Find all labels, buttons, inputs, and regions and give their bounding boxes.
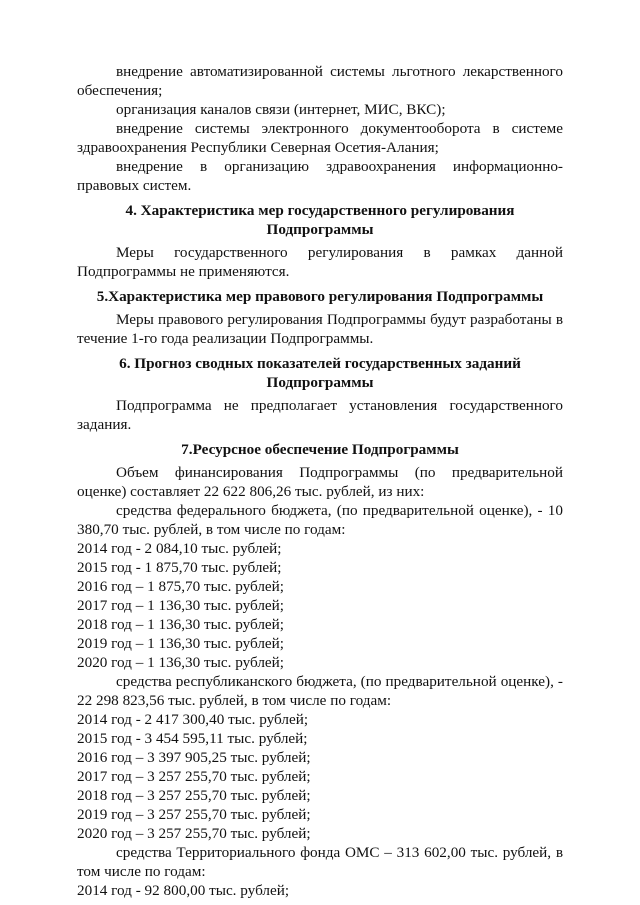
intro-paragraph-1: внедрение автоматизированной системы льготного лекарственного обеспечения; <box>77 63 563 99</box>
section-4-text: Меры государственного регулирования в рамках данной Подпрограммы не применяются. <box>77 244 563 280</box>
oms-year-line: 2014 год - 92 800,00 тыс. рублей; <box>77 882 290 899</box>
federal-year-line: 2015 год - 1 875,70 тыс. рублей; <box>77 559 282 576</box>
republic-year-line: 2017 год – 3 257 255,70 тыс. рублей; <box>77 768 311 785</box>
republic-year-line: 2018 год – 3 257 255,70 тыс. рублей; <box>77 787 311 804</box>
republic-years-list <box>77 710 563 843</box>
federal-year-line: 2019 год – 1 136,30 тыс. рублей; <box>77 635 285 652</box>
federal-year-line: 2016 год – 1 875,70 тыс. рублей; <box>77 578 285 595</box>
federal-year-line: 2020 год – 1 136,30 тыс. рублей; <box>77 654 285 671</box>
federal-years-list <box>77 539 563 672</box>
federal-year-line: 2018 год – 1 136,30 тыс. рублей; <box>77 616 285 633</box>
section-6-text: Подпрограмма не предполагает установления государственного задания. <box>77 397 563 433</box>
section-6-heading <box>77 354 563 392</box>
section-4-heading <box>77 201 563 239</box>
republic-budget-text: средства республиканского бюджета, (по предварительной оценке), - 22 298 823,56 тыс. рублей, в том числе по годам: <box>77 673 563 709</box>
section-5-heading: 5.Характеристика мер правового регулирования Подпрограммы <box>96 288 544 305</box>
republic-year-line: 2020 год – 3 257 255,70 тыс. рублей; <box>77 825 311 842</box>
section-6-heading-line-2: Подпрограммы <box>266 374 374 391</box>
intro-paragraph-2: организация каналов связи (интернет, МИС, ВКС); <box>116 101 446 118</box>
oms-years-list <box>77 881 563 900</box>
intro-paragraph-3: внедрение системы электронного документооборота в системе здравоохранения Республики Северная Осетия-Алания; <box>77 120 563 156</box>
republic-year-line: 2015 год - 3 454 595,11 тыс. рублей; <box>77 730 308 747</box>
federal-year-line: 2017 год – 1 136,30 тыс. рублей; <box>77 597 285 614</box>
federal-budget-text: средства федерального бюджета, (по предварительной оценке), - 10 380,70 тыс. рублей, в том числе по годам: <box>77 502 563 538</box>
section-4-heading-line-2: Подпрограммы <box>266 221 374 238</box>
funding-total-text: Объем финансирования Подпрограммы (по предварительной оценке) составляет 22 622 806,26 тыс. рублей, из них: <box>77 464 563 500</box>
section-6-heading-line-1: 6. Прогноз сводных показателей государственных заданий <box>119 355 521 372</box>
intro-paragraph-4: внедрение в организацию здравоохранения информационно-правовых систем. <box>77 158 563 194</box>
section-4-heading-line-1: 4. Характеристика мер государственного регулирования <box>125 202 515 219</box>
section-7-heading: 7.Ресурсное обеспечение Подпрограммы <box>181 441 459 458</box>
republic-year-line: 2019 год – 3 257 255,70 тыс. рублей; <box>77 806 311 823</box>
federal-year-line: 2014 год - 2 084,10 тыс. рублей; <box>77 540 282 557</box>
republic-year-line: 2014 год - 2 417 300,40 тыс. рублей; <box>77 711 309 728</box>
republic-year-line: 2016 год – 3 397 905,25 тыс. рублей; <box>77 749 311 766</box>
oms-fund-text: средства Территориального фонда ОМС – 313 602,00 тыс. рублей, в том числе по годам: <box>77 844 563 880</box>
section-5-text: Меры правового регулирования Подпрограммы будут разработаны в течение 1-го года реализации Подпрограммы. <box>77 311 563 347</box>
